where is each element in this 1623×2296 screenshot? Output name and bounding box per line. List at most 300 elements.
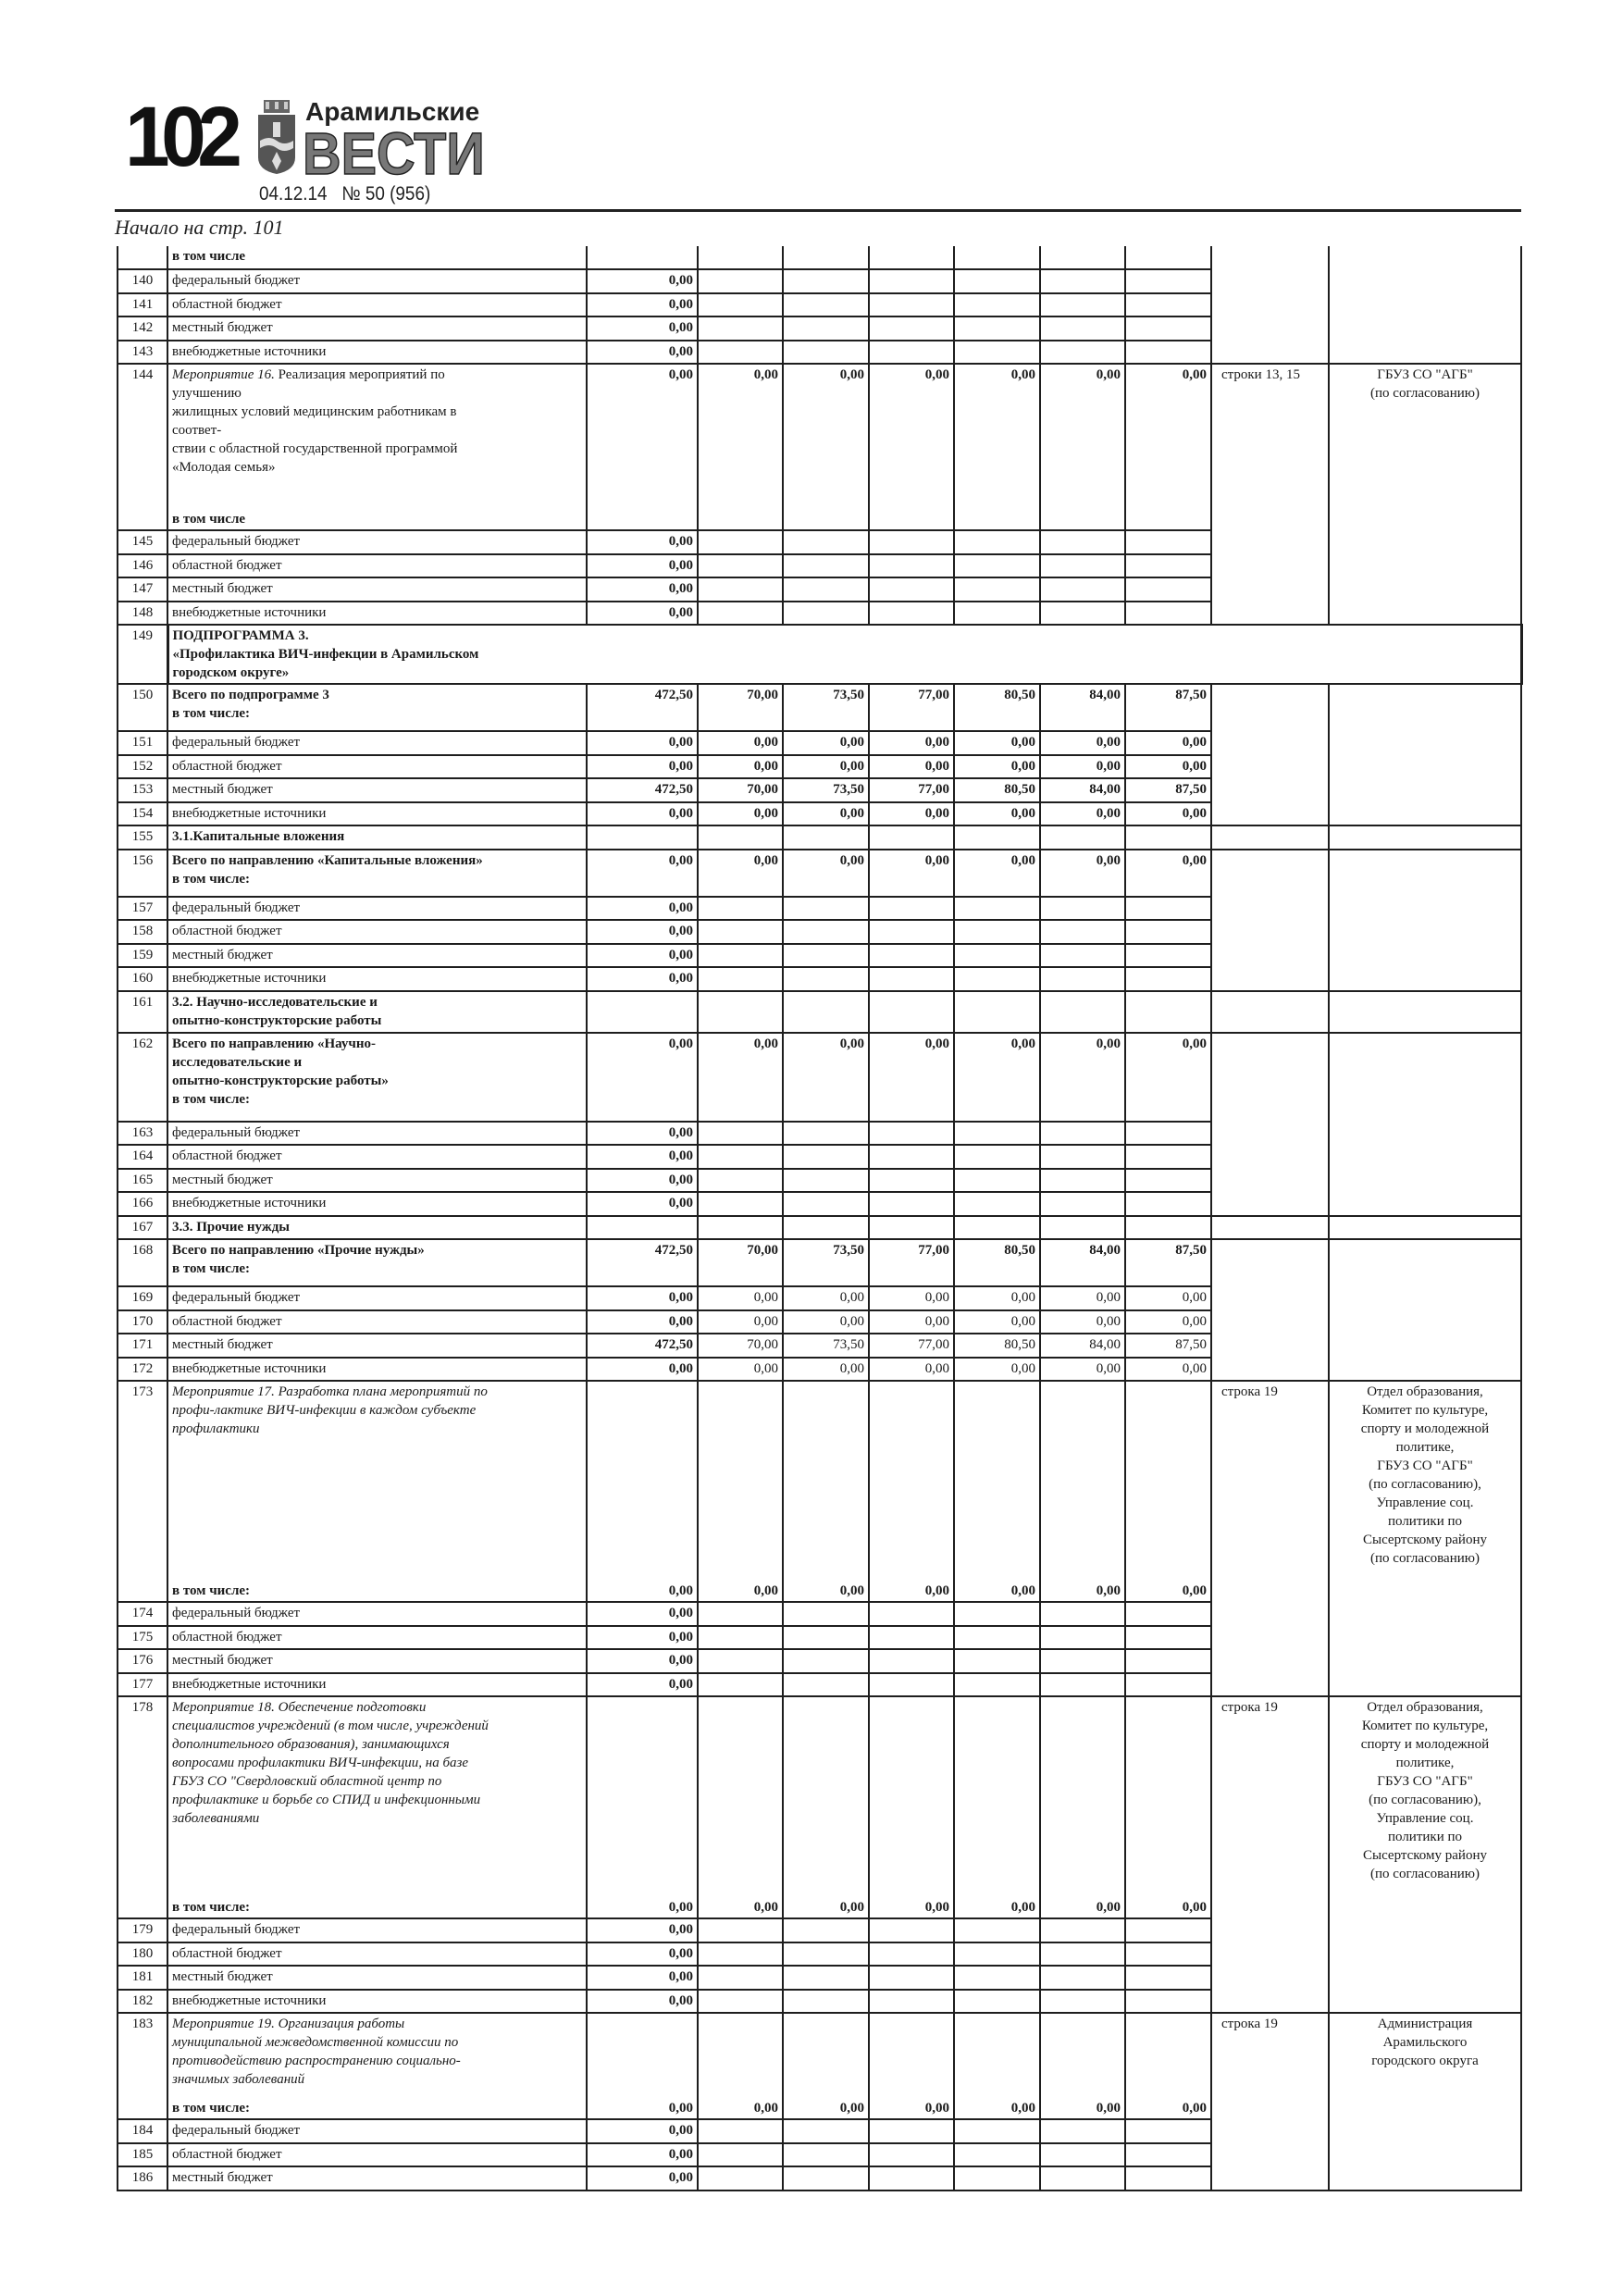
description-text: федеральный бюджет	[172, 1606, 301, 1620]
year-value-6: 0,00	[1125, 802, 1211, 826]
year-value-6	[1125, 530, 1211, 554]
year-value-5	[1040, 1216, 1125, 1240]
row-number: 167	[118, 1216, 167, 1240]
year-value-4	[954, 1192, 1040, 1216]
year-value-6	[1125, 2143, 1211, 2167]
row-description	[167, 1033, 587, 1122]
year-value-6: 0,00	[1125, 755, 1211, 779]
row-number: 171	[118, 1334, 167, 1358]
year-value-4	[954, 2166, 1040, 2191]
description-text: областной бюджет	[172, 296, 282, 312]
program-rows-ref: строка 19	[1211, 1696, 1329, 2013]
year-value-5	[1040, 602, 1125, 626]
year-value-1: 0,00	[698, 1696, 783, 1918]
row-description	[167, 1673, 587, 1697]
total-value: 472,50	[587, 1334, 698, 1358]
description-text: местный бюджет	[172, 1653, 273, 1668]
year-value-3	[869, 1122, 954, 1146]
row-description	[167, 850, 587, 897]
year-value-6	[1125, 341, 1211, 365]
row-number: 163	[118, 1122, 167, 1146]
year-value-4: 0,00	[954, 1358, 1040, 1382]
year-value-4: 0,00	[954, 364, 1040, 530]
year-value-6	[1125, 1966, 1211, 1990]
row-description	[167, 1626, 587, 1650]
year-value-3	[869, 1602, 954, 1626]
year-value-4	[954, 246, 1040, 269]
brand-main: ВЕСТИ	[303, 120, 485, 187]
year-value-2: 73,50	[783, 684, 869, 731]
year-value-1	[698, 1602, 783, 1626]
year-value-1: 70,00	[698, 778, 783, 802]
total-value: 0,00	[587, 1286, 698, 1310]
year-value-1	[698, 1216, 783, 1240]
row-number: 146	[118, 554, 167, 578]
year-value-2	[783, 1626, 869, 1650]
year-value-5: 84,00	[1040, 684, 1125, 731]
year-value-3	[869, 1918, 954, 1942]
year-value-3	[869, 2166, 954, 2191]
year-value-2	[783, 2166, 869, 2191]
executor: Администрация Арамильского городского округа	[1329, 2013, 1521, 2191]
year-value-3: 0,00	[869, 802, 954, 826]
description-text: местный бюджет	[172, 1969, 273, 1984]
total-value: 0,00	[587, 293, 698, 317]
year-value-3	[869, 554, 954, 578]
year-value-2	[783, 246, 869, 269]
total-value: 0,00	[587, 731, 698, 755]
year-value-1: 0,00	[698, 1381, 783, 1602]
year-value-2	[783, 897, 869, 921]
description-text: местный бюджет	[172, 320, 273, 335]
row-description	[167, 602, 587, 626]
table-row	[118, 825, 1521, 850]
description-text: областной бюджет	[172, 1945, 282, 1961]
program-rows-ref	[1211, 1216, 1329, 1240]
year-value-3: 0,00	[869, 1358, 954, 1382]
description-text: внебюджетные источники	[172, 1992, 327, 2008]
year-value-1	[698, 1145, 783, 1169]
year-value-5	[1040, 530, 1125, 554]
row-number: 185	[118, 2143, 167, 2167]
program-rows-ref	[1211, 991, 1329, 1033]
year-value-1	[698, 246, 783, 269]
row-description	[167, 2013, 587, 2119]
row-description	[167, 1310, 587, 1334]
table-body	[118, 246, 1521, 2191]
program-rows-ref	[1211, 684, 1329, 825]
year-value-5	[1040, 1169, 1125, 1193]
year-value-3	[869, 1966, 954, 1990]
year-value-4	[954, 602, 1040, 626]
row-description	[167, 577, 587, 602]
program-rows-ref: строка 19	[1211, 2013, 1329, 2191]
year-value-3	[869, 920, 954, 944]
budget-table	[117, 246, 1523, 2191]
year-value-5: 0,00	[1040, 731, 1125, 755]
year-value-6: 87,50	[1125, 1239, 1211, 1286]
row-description	[167, 530, 587, 554]
year-value-6	[1125, 602, 1211, 626]
year-value-3	[869, 1942, 954, 1967]
year-value-4	[954, 1942, 1040, 1967]
description-text: местный бюджет	[172, 947, 273, 962]
year-value-2: 0,00	[783, 2013, 869, 2119]
year-value-6: 0,00	[1125, 1033, 1211, 1122]
row-description	[167, 2143, 587, 2167]
year-value-3: 77,00	[869, 1334, 954, 1358]
table-row	[118, 1696, 1521, 1918]
year-value-2	[783, 825, 869, 850]
row-description	[167, 1966, 587, 1990]
year-value-6	[1125, 1216, 1211, 1240]
year-value-5	[1040, 2166, 1125, 2191]
year-value-4	[954, 1169, 1040, 1193]
year-value-5: 0,00	[1040, 1696, 1125, 1918]
row-number: 177	[118, 1673, 167, 1697]
year-value-6: 87,50	[1125, 684, 1211, 731]
row-number: 178	[118, 1696, 167, 1918]
year-value-1	[698, 269, 783, 293]
year-value-2	[783, 920, 869, 944]
row-description	[167, 1942, 587, 1967]
total-value: 0,00	[587, 316, 698, 341]
year-value-3	[869, 293, 954, 317]
total-value	[587, 1216, 698, 1240]
description-text: областной бюджет	[172, 1313, 282, 1329]
including-label: в том числе:	[172, 1583, 251, 1598]
year-value-1	[698, 1942, 783, 1967]
year-value-2	[783, 1122, 869, 1146]
year-value-6	[1125, 1145, 1211, 1169]
year-value-1	[698, 944, 783, 968]
year-value-3	[869, 602, 954, 626]
year-value-5: 0,00	[1040, 802, 1125, 826]
year-value-1: 70,00	[698, 1334, 783, 1358]
executor	[1329, 684, 1521, 825]
row-description	[167, 825, 587, 850]
year-value-5	[1040, 920, 1125, 944]
executor: Отдел образования, Комитет по культуре, спорту и молодежной политике, ГБУЗ СО "АГБ" (по согласованию), Управление соц. политики по Сысертскому району (по согласованию)	[1329, 1696, 1521, 2013]
row-description	[167, 1239, 587, 1286]
description-text: внебюджетные источники	[172, 604, 327, 620]
executor	[1329, 1033, 1521, 1216]
year-value-5	[1040, 991, 1125, 1033]
year-value-1	[698, 602, 783, 626]
row-description	[167, 897, 587, 921]
year-value-4	[954, 944, 1040, 968]
year-value-3: 0,00	[869, 1286, 954, 1310]
year-value-6	[1125, 1602, 1211, 1626]
year-value-5: 0,00	[1040, 364, 1125, 530]
year-value-2: 0,00	[783, 1696, 869, 1918]
total-value: 0,00	[587, 554, 698, 578]
year-value-1: 0,00	[698, 731, 783, 755]
page-number: 102	[125, 90, 234, 184]
year-value-3	[869, 1145, 954, 1169]
total-value	[587, 825, 698, 850]
year-value-6	[1125, 897, 1211, 921]
year-value-2	[783, 1918, 869, 1942]
year-value-4	[954, 1673, 1040, 1697]
table-row	[118, 684, 1521, 731]
year-value-5: 0,00	[1040, 1358, 1125, 1382]
year-value-5: 84,00	[1040, 1239, 1125, 1286]
year-value-5	[1040, 246, 1125, 269]
year-value-3	[869, 269, 954, 293]
row-description	[167, 316, 587, 341]
year-value-6	[1125, 1122, 1211, 1146]
year-value-1	[698, 1122, 783, 1146]
year-value-3: 0,00	[869, 1381, 954, 1602]
total-value: 0,00	[587, 1626, 698, 1650]
year-value-2	[783, 1602, 869, 1626]
total-value: 0,00	[587, 602, 698, 626]
year-value-4: 80,50	[954, 1239, 1040, 1286]
year-value-3	[869, 577, 954, 602]
row-number: 186	[118, 2166, 167, 2191]
year-value-3	[869, 825, 954, 850]
year-value-3	[869, 967, 954, 991]
table-row	[118, 1381, 1521, 1602]
row-number: 148	[118, 602, 167, 626]
year-value-3: 0,00	[869, 731, 954, 755]
total-value: 0,00	[587, 1310, 698, 1334]
row-description	[167, 1602, 587, 1626]
coat-of-arms-icon	[256, 100, 297, 176]
description-text: местный бюджет	[172, 1337, 273, 1352]
row-description	[167, 1918, 587, 1942]
row-number: 143	[118, 341, 167, 365]
year-value-5	[1040, 1942, 1125, 1967]
row-description	[167, 684, 587, 731]
year-value-6	[1125, 269, 1211, 293]
year-value-6	[1125, 293, 1211, 317]
year-value-3	[869, 246, 954, 269]
row-number: 176	[118, 1649, 167, 1673]
year-value-5	[1040, 1145, 1125, 1169]
executor	[1329, 825, 1521, 850]
year-value-2	[783, 967, 869, 991]
year-value-6	[1125, 316, 1211, 341]
year-value-5	[1040, 293, 1125, 317]
row-number: 180	[118, 1942, 167, 1967]
year-value-4: 0,00	[954, 1310, 1040, 1334]
year-value-4: 0,00	[954, 1381, 1040, 1602]
year-value-5	[1040, 944, 1125, 968]
year-value-1	[698, 1626, 783, 1650]
table-row	[118, 246, 1521, 269]
description-text: внебюджетные источники	[172, 1360, 327, 1376]
year-value-6	[1125, 1990, 1211, 2014]
row-description	[167, 1381, 587, 1602]
year-value-2	[783, 944, 869, 968]
total-value: 0,00	[587, 1649, 698, 1673]
description-text: областной бюджет	[172, 758, 282, 774]
year-value-6	[1125, 1942, 1211, 1967]
year-value-3: 0,00	[869, 1310, 954, 1334]
description-text: Всего по подпрограмме 3	[172, 688, 329, 702]
row-description	[167, 2119, 587, 2143]
year-value-5: 0,00	[1040, 1286, 1125, 1310]
description-text: ПОДПРОГРАММА 3. «Профилактика ВИЧ-инфекции в Арамильском городском округе»	[172, 628, 479, 680]
description-text: внебюджетные источники	[172, 805, 327, 821]
program-rows-ref: строки 13, 15	[1211, 364, 1329, 625]
table-row	[118, 2013, 1521, 2119]
year-value-5	[1040, 967, 1125, 991]
total-value: 0,00	[587, 944, 698, 968]
year-value-4	[954, 1122, 1040, 1146]
including-label: в том числе:	[172, 1900, 251, 1915]
year-value-3	[869, 1649, 954, 1673]
row-description	[167, 364, 587, 530]
row-description	[167, 341, 587, 365]
year-value-5	[1040, 1918, 1125, 1942]
year-value-4	[954, 1966, 1040, 1990]
program-rows-ref	[1211, 850, 1329, 991]
year-value-1	[698, 1169, 783, 1193]
description-text: Реализация мероприятий по улучшению жилищных условий медицинским работникам в соответ- ствии с областной государственной программой «Молодая семья»	[172, 367, 458, 475]
year-value-6: 0,00	[1125, 850, 1211, 897]
year-value-2	[783, 1145, 869, 1169]
description-text: местный бюджет	[172, 1172, 273, 1187]
year-value-5	[1040, 2119, 1125, 2143]
year-value-2	[783, 1192, 869, 1216]
year-value-4: 0,00	[954, 1033, 1040, 1122]
year-value-1	[698, 1990, 783, 2014]
year-value-4	[954, 2143, 1040, 2167]
row-number: 182	[118, 1990, 167, 2014]
description-text: федеральный бюджет	[172, 1124, 301, 1140]
description-text: 3.2. Научно-исследовательские и опытно-конструкторские работы	[172, 994, 382, 1028]
description-text: местный бюджет	[172, 2170, 273, 2185]
year-value-2	[783, 1216, 869, 1240]
description-text: Всего по направлению «Прочие нужды»	[172, 1243, 425, 1258]
year-value-4	[954, 991, 1040, 1033]
row-description	[167, 1169, 587, 1193]
year-value-2: 0,00	[783, 1381, 869, 1602]
masthead	[125, 90, 680, 207]
row-number: 153	[118, 778, 167, 802]
year-value-4: 80,50	[954, 778, 1040, 802]
year-value-1	[698, 967, 783, 991]
year-value-4	[954, 2119, 1040, 2143]
total-value: 0,00	[587, 1381, 698, 1602]
row-number: 183	[118, 2013, 167, 2119]
year-value-1: 0,00	[698, 850, 783, 897]
year-value-2	[783, 1990, 869, 2014]
description-text: местный бюджет	[172, 581, 273, 596]
year-value-3	[869, 991, 954, 1033]
total-value: 0,00	[587, 530, 698, 554]
total-value: 472,50	[587, 684, 698, 731]
year-value-4: 80,50	[954, 1334, 1040, 1358]
year-value-4: 0,00	[954, 1286, 1040, 1310]
year-value-4: 0,00	[954, 850, 1040, 897]
year-value-1	[698, 1192, 783, 1216]
executor	[1329, 246, 1521, 364]
year-value-3: 0,00	[869, 850, 954, 897]
year-value-4: 0,00	[954, 802, 1040, 826]
row-description	[167, 246, 587, 269]
continued-from: Начало на стр. 101	[115, 216, 284, 239]
year-value-5	[1040, 341, 1125, 365]
year-value-4	[954, 554, 1040, 578]
year-value-6	[1125, 944, 1211, 968]
row-description	[167, 755, 587, 779]
year-value-2	[783, 1673, 869, 1697]
year-value-6	[1125, 1626, 1211, 1650]
row-number: 142	[118, 316, 167, 341]
description-text: внебюджетные источники	[172, 971, 327, 986]
row-description	[167, 991, 587, 1033]
total-value: 0,00	[587, 1602, 698, 1626]
year-value-4	[954, 341, 1040, 365]
year-value-4: 80,50	[954, 684, 1040, 731]
year-value-3	[869, 2119, 954, 2143]
year-value-5	[1040, 1192, 1125, 1216]
row-number: 170	[118, 1310, 167, 1334]
year-value-4	[954, 1626, 1040, 1650]
year-value-2: 73,50	[783, 1334, 869, 1358]
row-number: 164	[118, 1145, 167, 1169]
year-value-6	[1125, 554, 1211, 578]
year-value-4	[954, 530, 1040, 554]
total-value: 0,00	[587, 1358, 698, 1382]
year-value-5	[1040, 1626, 1125, 1650]
year-value-2	[783, 530, 869, 554]
total-value: 0,00	[587, 1918, 698, 1942]
year-value-6	[1125, 1918, 1211, 1942]
year-value-1	[698, 1966, 783, 1990]
year-value-5: 0,00	[1040, 755, 1125, 779]
total-value	[587, 991, 698, 1033]
year-value-5: 0,00	[1040, 850, 1125, 897]
year-value-1: 0,00	[698, 2013, 783, 2119]
year-value-3	[869, 2143, 954, 2167]
description-text: федеральный бюджет	[172, 534, 301, 549]
description-text: федеральный бюджет	[172, 1290, 301, 1305]
year-value-3	[869, 1626, 954, 1650]
description-text: федеральный бюджет	[172, 1922, 301, 1937]
year-value-2: 0,00	[783, 755, 869, 779]
year-value-4	[954, 1145, 1040, 1169]
including-label: в том числе:	[172, 871, 251, 887]
year-value-2	[783, 1649, 869, 1673]
year-value-3	[869, 1216, 954, 1240]
description-text: областной бюджет	[172, 924, 282, 938]
year-value-2	[783, 293, 869, 317]
year-value-2	[783, 2143, 869, 2167]
row-number: 162	[118, 1033, 167, 1122]
total-value: 472,50	[587, 1239, 698, 1286]
year-value-3: 0,00	[869, 364, 954, 530]
row-number: 165	[118, 1169, 167, 1193]
year-value-6: 0,00	[1125, 364, 1211, 530]
year-value-6: 0,00	[1125, 1358, 1211, 1382]
including-label: в том числе:	[172, 1091, 251, 1107]
row-description	[167, 1649, 587, 1673]
year-value-6: 0,00	[1125, 1381, 1211, 1602]
row-description	[167, 269, 587, 293]
row-number: 160	[118, 967, 167, 991]
total-value: 0,00	[587, 341, 698, 365]
year-value-2: 0,00	[783, 1358, 869, 1382]
executor	[1329, 1239, 1521, 1381]
year-value-3	[869, 530, 954, 554]
year-value-3	[869, 1673, 954, 1697]
year-value-1: 0,00	[698, 1033, 783, 1122]
